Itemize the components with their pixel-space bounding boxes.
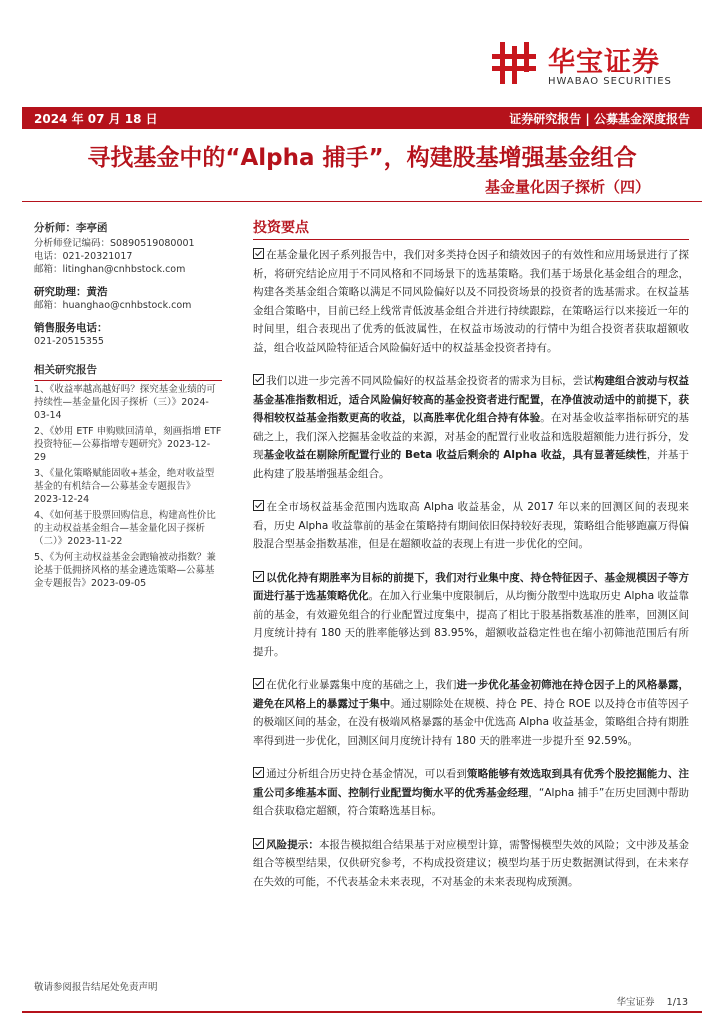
bullet-icon xyxy=(253,500,264,511)
brand-name-en: HWABAO SECURITIES xyxy=(548,76,672,87)
related-report-item[interactable]: 4、《如何基于股票回购信息，构建高性价比的主动权益基金组合—基金量化因子探析（二）》2023-11-22 xyxy=(34,510,216,547)
header-bar xyxy=(22,107,702,129)
footer-brand: 华宝证券 xyxy=(616,997,655,1008)
related-reports-title: 相关研究报告 xyxy=(34,364,222,381)
related-report-item[interactable]: 2、《妙用 ETF 申购赎回清单，刻画指增 ETF 投资特征—公募指增专题研究》2023-12-29 xyxy=(34,426,222,463)
footer-page-info xyxy=(617,994,688,1008)
related-report-item[interactable]: 5、《为何主动权益基金会跑输被动指数？兼论基于低拥挤风格的基金遴选策略—公募基金专题报告》2023-09-05 xyxy=(34,552,216,589)
paragraph-6: 通过分析组合历史持仓基金情况，可以看到策略能够有效选取到具有优秀个股挖掘能力、注重公司多维基本面、控制行业配置均衡水平的优秀基金经理，“Alpha 捕手”在历史回测中帮助组合获取稳定超额，符合策略选基目标。 xyxy=(253,768,689,817)
bullet-icon xyxy=(253,767,264,778)
sidebar xyxy=(34,222,222,593)
related-report-item[interactable]: 3、《量化策略赋能固收+基金，绝对收益型基金的有机结合—公募基金专题报告》2023-12-24 xyxy=(34,468,215,505)
assistant-name: 研究助理：黄浩 xyxy=(34,286,108,298)
report-subtitle: 基金量化因子探析（四） xyxy=(484,178,650,196)
report-type: 证券研究报告 | 公募基金深度报告 xyxy=(509,112,690,126)
key-points-title: 投资要点 xyxy=(253,220,309,236)
sales-phone: 021-20515355 xyxy=(34,336,104,347)
analyst-name: 分析师：李亭函 xyxy=(34,222,108,234)
analyst-phone: 电话：021-20321017 xyxy=(34,251,133,262)
bullet-icon xyxy=(253,678,264,689)
analyst-cert: 分析师登记编码：S0890519080001 xyxy=(34,238,195,249)
report-date: 2024 年 07 月 18 日 xyxy=(34,112,158,126)
main-content xyxy=(253,217,689,906)
paragraph-5: 在优化行业暴露集中度的基础之上，我们进一步优化基金初筛池在持仓因子上的风格暴露，避免在风格上的暴露过于集中。通过剔除处在规模、持仓 PE、持仓 ROE 以及持仓市值等因子的极端区间的基金，在没有极端风格暴露的基金中优选高 Alpha 收益基金，策略组合持有期胜率得到进一步优化，回测区间月度统计持有 180 天的胜率进一步提升至 92.59%。 xyxy=(253,679,690,747)
report-title: 寻找基金中的“Alpha 捕手”，构建股基增强基金组合 xyxy=(87,145,637,171)
footer-divider xyxy=(22,1011,702,1013)
paragraph-2: 我们以进一步完善不同风险偏好的权益基金投资者的需求为目标，尝试构建组合波动与权益基金基准指数相近，适合风险偏好较高的基金投资者进行配置，在净值波动适中的前提下，获得相较权益基金指数更高的收益，以高胜率优化组合持有体验。在对基金收益率指标研究的基础之上，我们深入挖掘基金收益的来源，对基金的配置行业收益和选股超额能力进行拆分，发现基金收益在剔除所配置行业的 Beta 收益后剩余的 Alpha 收益，具有显著延续性，并基于此构建了股基增强基金组合。 xyxy=(253,375,690,480)
bullet-icon xyxy=(253,248,264,259)
assistant-email[interactable]: 邮箱：huanghao@cnhbstock.com xyxy=(34,300,192,311)
sales-label: 销售服务电话： xyxy=(34,322,108,334)
brand-name-cn: 华宝证券 xyxy=(548,47,660,78)
risk-warning: 风险提示：本报告模拟组合结果基于对应模型计算，需警惕模型失效的风险；文中涉及基金组合等模型结果，仅供研究参考，不构成投资建议；模型均基于历史数据测试得到，在未来存在失效的可能，不代表基金未来表现，不对基金的未来表现构成预测。 xyxy=(253,838,690,888)
bullet-icon xyxy=(253,374,264,385)
hwabao-logo-icon xyxy=(488,40,540,86)
related-report-item[interactable]: 1、《收益率越高越好吗？探究基金业绩的可持续性—基金量化因子探析（三）》2024-03-14 xyxy=(34,384,216,421)
company-logo xyxy=(488,38,688,94)
title-divider xyxy=(22,201,702,202)
key-points-divider xyxy=(253,239,689,240)
page-number: 1/13 xyxy=(666,997,688,1008)
paragraph-3: 在全市场权益基金范围内选取高 Alpha 收益基金，从 2017 年以来的回测区间的表现来看，历史 Alpha 收益靠前的基金在策略持有期间依旧保持较好表现，策略组合能够跑赢万得偏股混合型基金指数基准，但是在超额收益的表现上有进一步优化的空间。 xyxy=(253,501,689,550)
paragraph-1: 在基金量化因子系列报告中，我们对多类持仓因子和绩效因子的有效性和应用场景进行了探析，将研究结论应用于不同风格和不同场景下的选基策略。我们基于场景化基金组合的理念，构建各类基金组合策略以满足不同风险偏好以及不同投资场景的投资者的选基需求。在权益基金组合策略中，目前已经上线常青低波基金组合并进行持续跟踪，在策略运行以来接近一年的时间里，组合表现出了优秀的低波属性，在权益市场波动的行情中为组合投资者获取超额收益，组合收益风险特征适合风险偏好适中的权益基金投资者持有。 xyxy=(253,249,689,354)
paragraph-4: 以优化持有期胜率为目标的前提下，我们对行业集中度、持仓特征因子、基金规模因子等方面进行基于选基策略优化。在加入行业集中度限制后，从均衡分散型中选取历史 Alpha 收益靠前的基金，有效避免组合的行业配置过度集中，提高了相比于股基指数基准的胜率，回测区间月度统计持有 180 天的胜率能够达到 83.95%，超额收益稳定性也在缩小初筛池范围后有所提升。 xyxy=(253,571,690,658)
footer-disclaimer[interactable]: 敬请参阅报告结尾处免责声明 xyxy=(34,982,158,993)
bullet-icon xyxy=(253,838,264,849)
bullet-icon xyxy=(253,571,264,582)
analyst-email[interactable]: 邮箱：litinghan@cnhbstock.com xyxy=(34,264,186,275)
